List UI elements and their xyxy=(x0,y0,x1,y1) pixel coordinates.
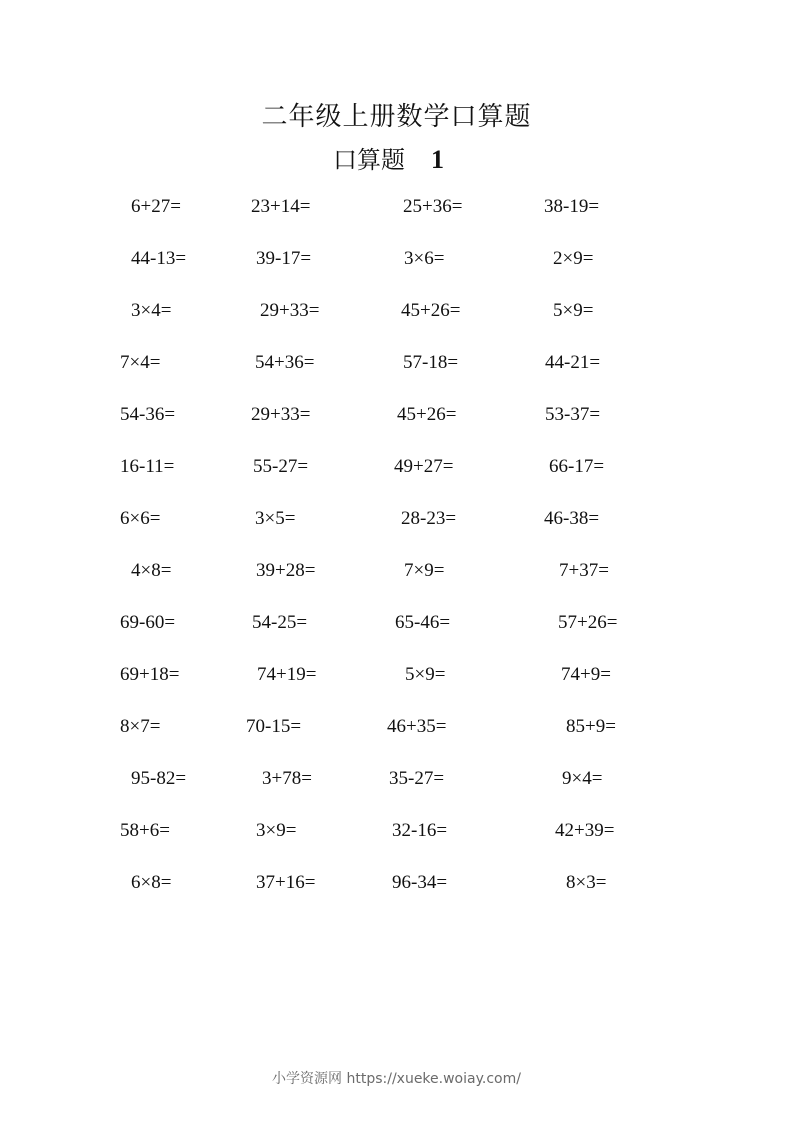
problem-item: 42+39= xyxy=(555,820,615,841)
problem-item: 54+36= xyxy=(255,352,315,373)
problem-item: 37+16= xyxy=(256,872,316,893)
problem-item: 5×9= xyxy=(405,664,446,685)
worksheet-heading-label: 口算题 xyxy=(333,146,405,174)
problem-item: 6×8= xyxy=(131,872,172,893)
problem-item: 8×3= xyxy=(566,872,607,893)
problem-item: 45+26= xyxy=(401,300,461,321)
problem-item: 49+27= xyxy=(394,456,454,477)
problem-item: 95-82= xyxy=(131,768,187,789)
problem-item: 35-27= xyxy=(389,768,445,789)
problem-item: 9×4= xyxy=(562,768,603,789)
problem-item: 74+19= xyxy=(257,664,317,685)
problem-item: 6×6= xyxy=(120,508,161,529)
problem-item: 3×4= xyxy=(131,300,172,321)
problem-item: 8×7= xyxy=(120,716,161,737)
worksheet-number: 1 xyxy=(431,145,444,174)
problem-item: 28-23= xyxy=(401,508,457,529)
document-title: 二年级上册数学口算题 xyxy=(261,102,532,132)
problem-item: 23+14= xyxy=(251,196,311,217)
problem-item: 44-13= xyxy=(131,248,187,269)
problem-item: 3×9= xyxy=(256,820,297,841)
problem-item: 55-27= xyxy=(253,456,309,477)
footer-watermark: 小学资源网 https://xueke.woiay.com/ xyxy=(272,1071,521,1087)
problem-item: 2×9= xyxy=(553,248,594,269)
problem-item: 7×9= xyxy=(404,560,445,581)
problem-item: 69+18= xyxy=(120,664,180,685)
problem-item: 16-11= xyxy=(120,456,175,477)
problem-item: 53-37= xyxy=(545,404,601,425)
problem-item: 69-60= xyxy=(120,612,176,633)
problem-item: 4×8= xyxy=(131,560,172,581)
problem-item: 6+27= xyxy=(131,196,181,217)
problem-item: 29+33= xyxy=(260,300,320,321)
problem-item: 7+37= xyxy=(559,560,609,581)
problem-item: 3×6= xyxy=(404,248,445,269)
problem-item: 39+28= xyxy=(256,560,316,581)
problem-item: 39-17= xyxy=(256,248,312,269)
problem-item: 3+78= xyxy=(262,768,312,789)
problem-item: 38-19= xyxy=(544,196,600,217)
problem-item: 85+9= xyxy=(566,716,616,737)
problem-item: 57-18= xyxy=(403,352,459,373)
problem-item: 46-38= xyxy=(544,508,600,529)
problem-item: 5×9= xyxy=(553,300,594,321)
problem-item: 66-17= xyxy=(549,456,605,477)
problem-item: 57+26= xyxy=(558,612,618,633)
problem-item: 32-16= xyxy=(392,820,448,841)
problem-item: 54-25= xyxy=(252,612,308,633)
problem-item: 65-46= xyxy=(395,612,451,633)
problem-item: 54-36= xyxy=(120,404,176,425)
problem-item: 46+35= xyxy=(387,716,447,737)
problem-item: 96-34= xyxy=(392,872,448,893)
problem-item: 3×5= xyxy=(255,508,296,529)
problem-item: 44-21= xyxy=(545,352,601,373)
problem-item: 74+9= xyxy=(561,664,611,685)
problem-item: 25+36= xyxy=(403,196,463,217)
problem-item: 70-15= xyxy=(246,716,302,737)
problem-item: 29+33= xyxy=(251,404,311,425)
problem-item: 45+26= xyxy=(397,404,457,425)
problem-item: 7×4= xyxy=(120,352,161,373)
problem-item: 58+6= xyxy=(120,820,170,841)
